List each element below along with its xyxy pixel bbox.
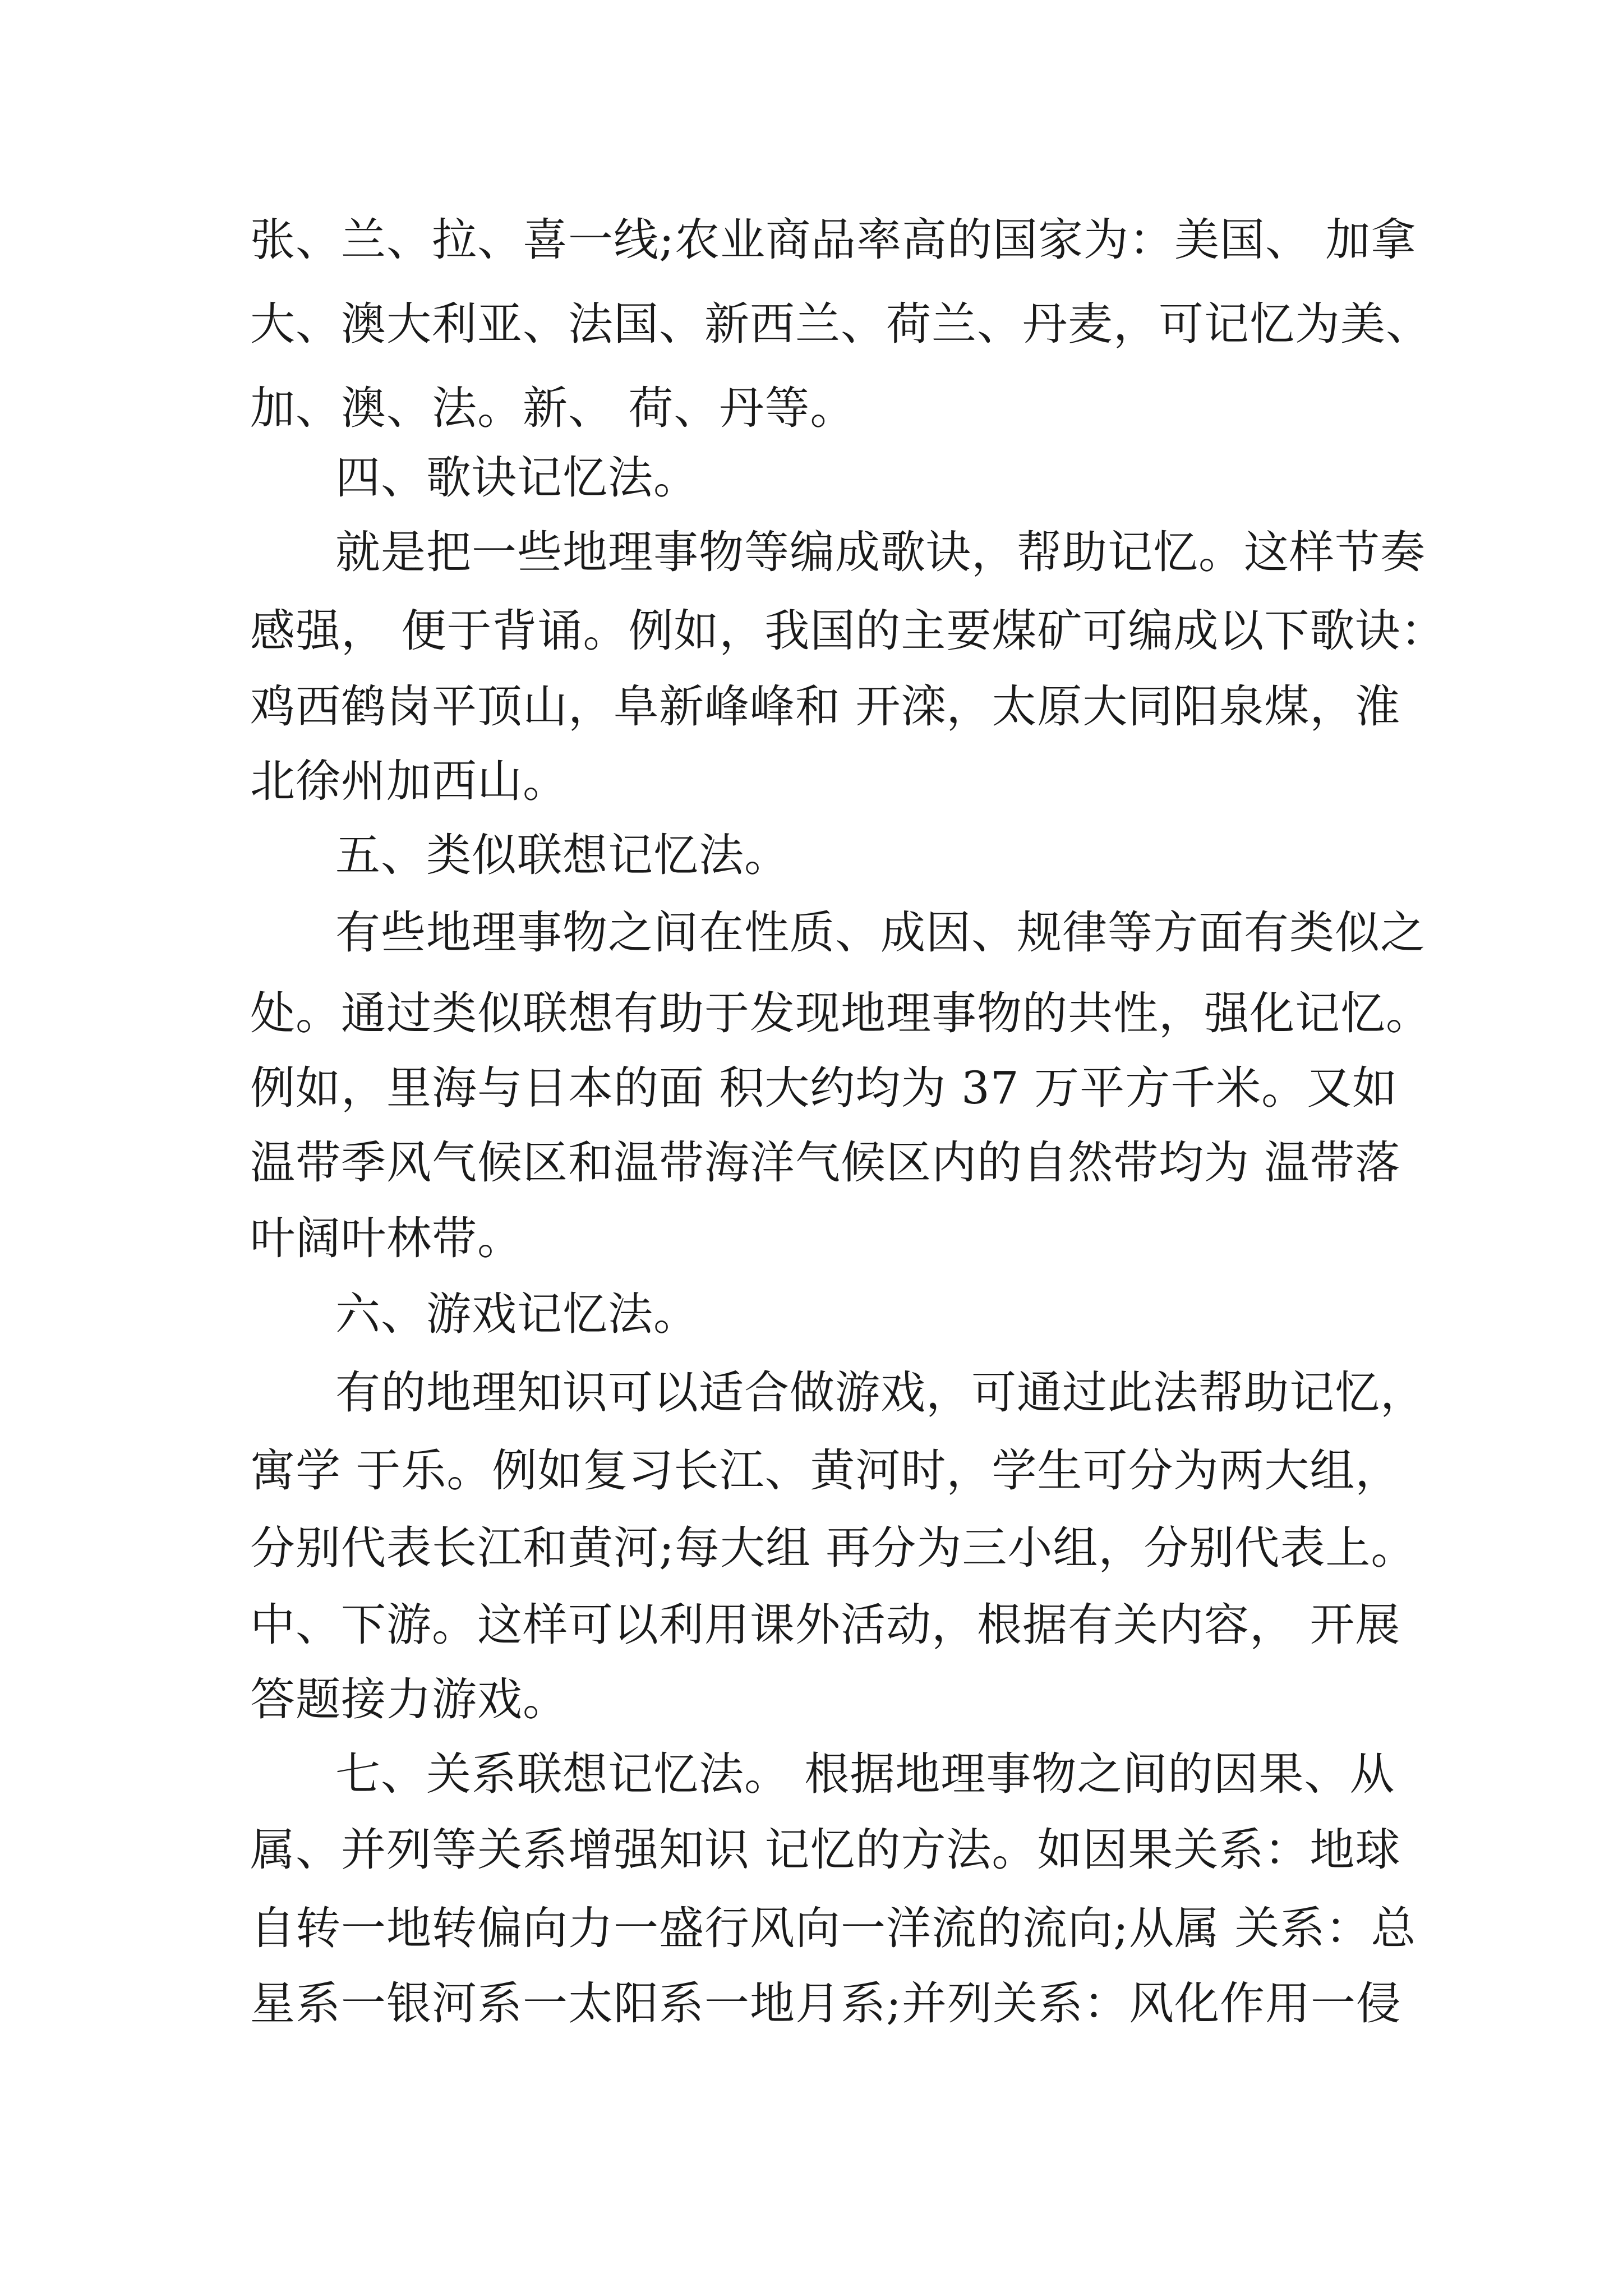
text-line-18: 分别代表长江和黄河;每大组 再分为三小组，分别代表上。 [250,1522,1417,1574]
text-line-5: 就是把一些地理事物等编成歌诀，帮助记忆。这样节奏 [335,526,1426,578]
text-line-10: 有些地理事物之间在性质、成因、规律等方面有类似之 [335,907,1426,959]
text-line-1: 张、兰、拉、喜一线;农业商品率高的国家为：美国、 加拿 [250,214,1417,266]
text-line-19: 中、下游。这样可以利用课外活动，根据有关内容， 开展 [250,1599,1401,1651]
text-line-7: 鸡西鹤岗平顶山，阜新峰峰和 开滦，太原大同阳泉煤，淮 [250,680,1401,733]
section-heading-5: 五、类似联想记忆法。 [335,829,790,881]
text-line-13: 温带季风气候区和温带海洋气候区内的自然带均为 温带落 [250,1137,1401,1189]
text-line-3: 加、澳、法。新、 荷、丹等。 [250,382,856,434]
text-line-22: 属、并列等关系增强知识 记忆的方法。如因果关系：地球 [250,1824,1401,1876]
text-line-14: 叶阔叶林带。 [250,1212,523,1264]
section-heading-4: 四、歌诀记忆法。 [335,452,699,504]
text-line-23: 自转一地转偏向力一盛行风向一洋流的流向;从属 关系：总 [250,1902,1417,1954]
text-line-11: 处。通过类似联想有助于发现地理事物的共性，强化记忆。 [250,987,1431,1039]
text-line-24: 星系一银河系一太阳系一地月系;并列关系：风化作用一侵 [250,1977,1401,2030]
text-line-8: 北徐州加西山。 [250,755,568,807]
text-line-17: 寓学 于乐。例如复习长江、黄河时，学生可分为两大组， [250,1444,1401,1497]
section-heading-6: 六、游戏记忆法。 [335,1288,699,1340]
text-line-2: 大、澳大利亚、法国、新西兰、荷兰、丹麦，可记忆为美、 [250,298,1431,350]
text-line-16: 有的地理知识可以适合做游戏，可通过此法帮助记忆， [335,1366,1426,1419]
section-heading-7: 七、关系联想记忆法。 根据地理事物之间的因果、从 [335,1748,1395,1800]
text-line-12: 例如，里海与日本的面 积大约均为 37 万平方千米。又如 [250,1062,1398,1114]
text-line-20: 答题接力游戏。 [250,1673,568,1726]
text-line-6: 感强， 便于背诵。例如，我国的主要煤矿可编成以下歌诀： [250,605,1446,657]
